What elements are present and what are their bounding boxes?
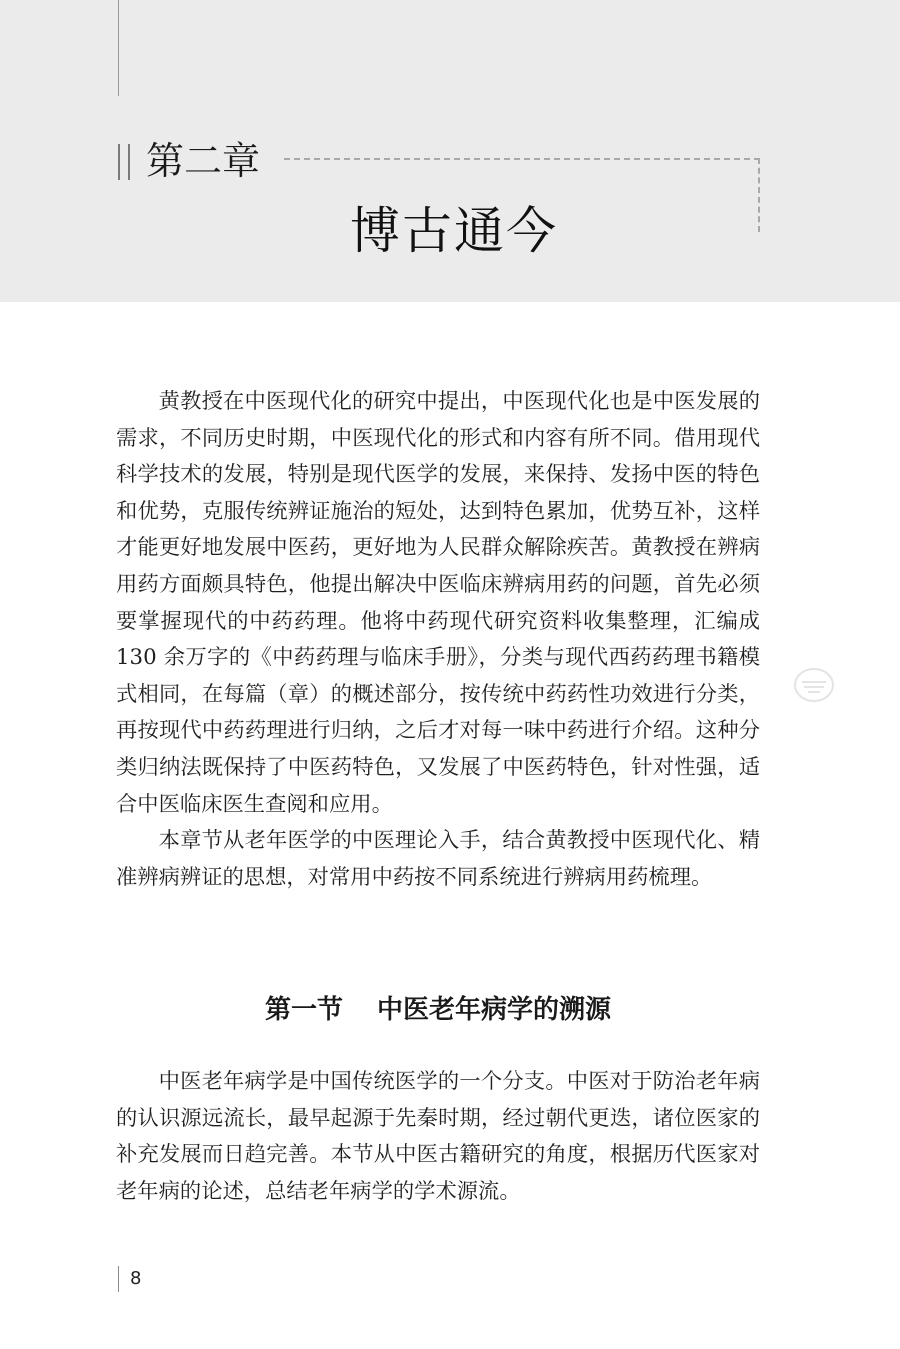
chapter-marker-bar-secondary xyxy=(128,144,130,180)
intro-text-block xyxy=(116,384,760,896)
section-number: 第一节 xyxy=(264,995,343,1025)
section-paragraph-1: 中医老年病学是中国传统医学的一个分支。中医对于防治老年病的认识源远流长，最早起源于先秦时期，经过朝代更迭，诸位医家的补充发展而日趋完善。本节从中医古籍研究的角度，根据历代医家对老年病的论述，总结老年病学的学术源流。 xyxy=(116,1069,760,1204)
chapter-label: 第二章 xyxy=(146,139,261,183)
section-heading xyxy=(116,990,760,1030)
chapter-marker-bar xyxy=(118,144,120,180)
header-vertical-rule xyxy=(118,0,119,96)
section-title: 中医老年病学的溯源 xyxy=(377,995,612,1025)
publisher-watermark-icon xyxy=(792,666,836,704)
page-number: 8 xyxy=(130,1268,142,1289)
section-text-block xyxy=(116,1064,760,1210)
intro-paragraph-1: 黄教授在中医现代化的研究中提出，中医现代化也是中医发展的需求，不同历史时期，中医现代化的形式和内容有所不同。借用现代科学技术的发展，特别是现代医学的发展，来保持、发扬中医的特色和优势，克服传统辨证施治的短处，达到特色累加，优势互补，这样才能更好地发展中医药，更好地为人民群众解除疾苦。黄教授在辨病用药方面颇具特色，他提出解决中医临床辨病用药的问题，首先必须要掌握现代的中药药理。他将中药现代研究资料收集整理，汇编成 130 余万字的《中药药理与临床手册》，分类与现代西药药理书籍模式相同，在每篇（章）的概述部分，按传统中药药性功效进行分类，再按现代中药药理进行归纳，之后才对每一味中药进行介绍。这种分类归纳法既保持了中医药特色，又发展了中医药特色，针对性强，适合中医临床医生查阅和应用。 xyxy=(116,389,760,817)
intro-paragraph-2: 本章节从老年医学的中医理论入手，结合黄教授中医现代化、精准辨病辨证的思想，对常用中药按不同系统进行辨病用药梳理。 xyxy=(116,828,760,890)
folio-rule xyxy=(118,1266,119,1292)
chapter-title: 博古通今 xyxy=(336,200,572,262)
